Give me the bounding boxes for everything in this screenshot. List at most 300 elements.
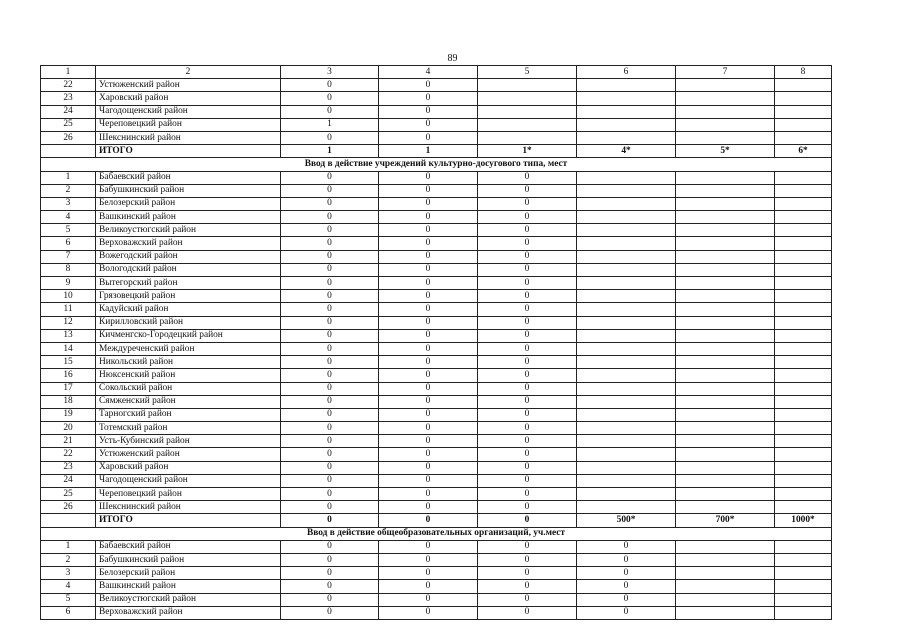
value-col-3: 0 [281,263,379,276]
value-col-7 [676,316,775,329]
block-1-body [41,79,832,158]
value-col-6 [577,408,676,421]
table-row [41,224,832,237]
value-col-5: 0 [478,250,577,263]
district-name: Никольский район [96,356,281,369]
district-name: Череповецкий район [96,118,281,131]
value-col-5: 0 [478,501,577,514]
column-number: 3 [281,66,379,79]
row-number: 15 [41,356,96,369]
value-col-6 [577,92,676,105]
value-col-4: 0 [379,382,478,395]
column-number: 6 [577,66,676,79]
value-col-4: 0 [379,105,478,118]
row-number: 24 [41,105,96,118]
value-col-4: 0 [379,395,478,408]
total-col-6: 4* [577,145,676,158]
value-col-5: 0 [478,171,577,184]
value-col-4: 0 [379,474,478,487]
value-col-6: 0 [577,606,676,619]
total-col-7: 5* [676,145,775,158]
table-row [41,606,832,619]
column-number: 8 [775,66,832,79]
value-col-7 [676,290,775,303]
value-col-4: 0 [379,303,478,316]
value-col-8 [775,131,832,144]
table-row [41,435,832,448]
table-row [41,303,832,316]
value-col-7 [676,553,775,566]
value-col-4: 0 [379,501,478,514]
value-col-5: 0 [478,184,577,197]
value-col-7 [676,224,775,237]
value-col-4: 0 [379,422,478,435]
value-col-7 [676,250,775,263]
value-col-7 [676,540,775,553]
value-col-4: 0 [379,290,478,303]
value-col-6 [577,79,676,92]
value-col-8 [775,356,832,369]
value-col-6 [577,461,676,474]
value-col-5: 0 [478,303,577,316]
value-col-8 [775,474,832,487]
block-3-header [41,527,832,540]
value-col-3: 0 [281,211,379,224]
value-col-8 [775,197,832,210]
value-col-5: 0 [478,488,577,501]
value-col-5: 0 [478,435,577,448]
value-col-8 [775,250,832,263]
value-col-7 [676,105,775,118]
value-col-4: 0 [379,567,478,580]
district-name: Тотемский район [96,422,281,435]
table-row [41,184,832,197]
value-col-3: 0 [281,197,379,210]
value-col-3: 0 [281,435,379,448]
district-name: Вытегорский район [96,277,281,290]
section-title: Ввод в действие учреждений культурно-досугового типа, мест [41,158,832,171]
row-number: 14 [41,342,96,355]
table-row [41,567,832,580]
value-col-5: 0 [478,263,577,276]
value-col-4: 0 [379,118,478,131]
value-col-7 [676,593,775,606]
value-col-5: 0 [478,580,577,593]
row-number: 11 [41,303,96,316]
district-name: Сямженский район [96,395,281,408]
value-col-3: 0 [281,448,379,461]
page-number: 89 [447,53,458,64]
value-col-3: 0 [281,131,379,144]
value-col-3: 0 [281,382,379,395]
value-col-5: 0 [478,553,577,566]
row-number: 26 [41,131,96,144]
value-col-8 [775,593,832,606]
column-number-row [41,66,832,79]
table-row [41,316,832,329]
table-row [41,250,832,263]
value-col-3: 0 [281,316,379,329]
value-col-3: 0 [281,461,379,474]
district-name: Чагодощенский район [96,474,281,487]
table-row [41,553,832,566]
section-title: Ввод в действие общеобразовательных организаций, уч.мест [41,527,832,540]
value-col-3: 0 [281,303,379,316]
total-col-8: 6* [775,145,832,158]
value-col-7 [676,92,775,105]
value-col-4: 0 [379,448,478,461]
value-col-7 [676,382,775,395]
value-col-8 [775,118,832,131]
table-row [41,593,832,606]
row-number: 25 [41,118,96,131]
value-col-5: 0 [478,356,577,369]
value-col-7 [676,580,775,593]
value-col-3: 0 [281,171,379,184]
row-number: 26 [41,501,96,514]
value-col-6 [577,435,676,448]
value-col-8 [775,448,832,461]
row-number: 9 [41,277,96,290]
value-col-6 [577,250,676,263]
value-col-7 [676,606,775,619]
value-col-8 [775,224,832,237]
row-number: 1 [41,171,96,184]
value-col-5: 0 [478,448,577,461]
value-col-7 [676,474,775,487]
total-row [41,145,832,158]
value-col-5: 0 [478,567,577,580]
value-col-4: 0 [379,79,478,92]
district-name: Грязовецкий район [96,290,281,303]
value-col-8 [775,606,832,619]
value-col-6 [577,105,676,118]
value-col-4: 0 [379,540,478,553]
value-col-7 [676,131,775,144]
value-col-6: 0 [577,580,676,593]
value-col-3: 0 [281,237,379,250]
row-number: 10 [41,290,96,303]
value-col-5: 0 [478,422,577,435]
value-col-7 [676,237,775,250]
row-number: 5 [41,593,96,606]
total-empty-cell [41,514,96,527]
value-col-3: 0 [281,422,379,435]
district-name: Сокольский район [96,382,281,395]
district-name: Устюженский район [96,79,281,92]
total-col-4: 1 [379,145,478,158]
row-number: 2 [41,553,96,566]
table-row [41,290,832,303]
total-col-8: 1000* [775,514,832,527]
value-col-8 [775,184,832,197]
value-col-8 [775,92,832,105]
row-number: 2 [41,184,96,197]
district-name: Шекснинский район [96,501,281,514]
district-name: Нюксенский район [96,369,281,382]
value-col-6 [577,171,676,184]
value-col-5: 0 [478,369,577,382]
value-col-8 [775,342,832,355]
value-col-8 [775,369,832,382]
row-number: 23 [41,92,96,105]
value-col-4: 0 [379,184,478,197]
table-row [41,277,832,290]
row-number: 12 [41,316,96,329]
value-col-8 [775,277,832,290]
table-row [41,395,832,408]
district-name: Бабаевский район [96,171,281,184]
value-col-3: 1 [281,118,379,131]
value-col-8 [775,540,832,553]
total-col-6: 500* [577,514,676,527]
table-row [41,422,832,435]
district-name: Вожегодский район [96,250,281,263]
value-col-4: 0 [379,329,478,342]
district-name: Верховажский район [96,237,281,250]
value-col-3: 0 [281,606,379,619]
table-row [41,197,832,210]
table-row [41,474,832,487]
table-row [41,356,832,369]
row-number: 19 [41,408,96,421]
table-row [41,105,832,118]
table-row [41,92,832,105]
value-col-3: 0 [281,224,379,237]
value-col-8 [775,105,832,118]
value-col-4: 0 [379,356,478,369]
value-col-5: 0 [478,395,577,408]
value-col-3: 0 [281,356,379,369]
value-col-7 [676,118,775,131]
value-col-8 [775,263,832,276]
row-number: 21 [41,435,96,448]
row-number: 18 [41,395,96,408]
value-col-6 [577,422,676,435]
table-row [41,211,832,224]
total-empty-cell [41,145,96,158]
row-number: 22 [41,79,96,92]
value-col-3: 0 [281,488,379,501]
row-number: 17 [41,382,96,395]
value-col-5 [478,118,577,131]
table-row [41,408,832,421]
table-row [41,369,832,382]
value-col-7 [676,263,775,276]
value-col-3: 0 [281,250,379,263]
value-col-6 [577,329,676,342]
district-name: Кирилловский район [96,316,281,329]
district-name: Белозерский район [96,197,281,210]
value-col-5 [478,131,577,144]
value-col-6: 0 [577,567,676,580]
value-col-8 [775,408,832,421]
total-col-4: 0 [379,514,478,527]
value-col-6 [577,501,676,514]
value-col-4: 0 [379,211,478,224]
total-col-3: 1 [281,145,379,158]
value-col-8 [775,501,832,514]
column-number: 4 [379,66,478,79]
block-2-body [41,171,832,527]
value-col-3: 0 [281,105,379,118]
value-col-4: 0 [379,277,478,290]
value-col-7 [676,567,775,580]
district-name: Чагодощенский район [96,105,281,118]
value-col-3: 0 [281,184,379,197]
table-row [41,488,832,501]
table-row [41,501,832,514]
table-row [41,263,832,276]
value-col-5 [478,105,577,118]
value-col-6 [577,395,676,408]
row-number: 4 [41,211,96,224]
value-col-7 [676,395,775,408]
value-col-4: 0 [379,369,478,382]
value-col-4: 0 [379,553,478,566]
value-col-7 [676,171,775,184]
value-col-4: 0 [379,92,478,105]
total-label: ИТОГО [96,514,281,527]
district-name: Череповецкий район [96,488,281,501]
value-col-4: 0 [379,250,478,263]
value-col-7 [676,342,775,355]
district-name: Харовский район [96,461,281,474]
value-col-8 [775,382,832,395]
value-col-4: 0 [379,316,478,329]
value-col-3: 0 [281,501,379,514]
value-col-6: 0 [577,593,676,606]
district-name: Харовский район [96,92,281,105]
table-row [41,131,832,144]
district-name: Шекснинский район [96,131,281,144]
value-col-6 [577,316,676,329]
value-col-8 [775,290,832,303]
row-number: 6 [41,237,96,250]
value-col-4: 0 [379,593,478,606]
table-row [41,448,832,461]
total-row [41,514,832,527]
value-col-4: 0 [379,237,478,250]
district-name: Кичменгско-Городецкий район [96,329,281,342]
value-col-5: 0 [478,197,577,210]
district-name: Устюженский район [96,448,281,461]
value-col-8 [775,488,832,501]
column-number: 5 [478,66,577,79]
value-col-6 [577,211,676,224]
value-col-7 [676,303,775,316]
value-col-3: 0 [281,92,379,105]
value-col-7 [676,184,775,197]
value-col-7 [676,408,775,421]
value-col-8 [775,395,832,408]
total-label: ИТОГО [96,145,281,158]
value-col-7 [676,501,775,514]
row-number: 24 [41,474,96,487]
value-col-4: 0 [379,342,478,355]
block-3-body [41,540,832,619]
table-row [41,540,832,553]
value-col-6 [577,277,676,290]
value-col-4: 0 [379,435,478,448]
value-col-6 [577,290,676,303]
value-col-5: 0 [478,290,577,303]
table-row [41,382,832,395]
value-col-5: 0 [478,342,577,355]
value-col-3: 0 [281,290,379,303]
district-name: Верховажский район [96,606,281,619]
table-row [41,237,832,250]
table-row [41,580,832,593]
row-number: 4 [41,580,96,593]
value-col-6 [577,382,676,395]
block-2-header [41,158,832,171]
value-col-5 [478,92,577,105]
value-col-3: 0 [281,342,379,355]
value-col-8 [775,580,832,593]
value-col-6 [577,197,676,210]
value-col-8 [775,461,832,474]
total-col-5: 1* [478,145,577,158]
value-col-7 [676,79,775,92]
row-number: 8 [41,263,96,276]
district-name: Белозерский район [96,567,281,580]
value-col-6 [577,369,676,382]
district-name: Усть-Кубинский район [96,435,281,448]
total-col-3: 0 [281,514,379,527]
table-row [41,79,832,92]
row-number: 5 [41,224,96,237]
row-number: 23 [41,461,96,474]
row-number: 16 [41,369,96,382]
value-col-7 [676,448,775,461]
district-name: Бабушкинский район [96,553,281,566]
value-col-7 [676,461,775,474]
total-col-7: 700* [676,514,775,527]
row-number: 3 [41,567,96,580]
value-col-4: 0 [379,263,478,276]
value-col-5: 0 [478,277,577,290]
value-col-5: 0 [478,474,577,487]
value-col-8 [775,237,832,250]
value-col-6: 0 [577,540,676,553]
district-name: Великоустюгский район [96,593,281,606]
value-col-6 [577,488,676,501]
value-col-5: 0 [478,461,577,474]
value-col-5: 0 [478,224,577,237]
value-col-3: 0 [281,329,379,342]
row-number: 1 [41,540,96,553]
value-col-7 [676,422,775,435]
value-col-3: 0 [281,395,379,408]
value-col-3: 0 [281,593,379,606]
row-number: 25 [41,488,96,501]
value-col-8 [775,316,832,329]
value-col-5: 0 [478,382,577,395]
section-row [41,527,832,540]
value-col-4: 0 [379,461,478,474]
value-col-7 [676,329,775,342]
table-row [41,342,832,355]
value-col-4: 0 [379,197,478,210]
district-name: Кадуйский район [96,303,281,316]
value-col-6 [577,263,676,276]
value-col-6: 0 [577,553,676,566]
value-col-8 [775,567,832,580]
column-number: 1 [41,66,96,79]
value-col-6 [577,342,676,355]
value-col-7 [676,356,775,369]
